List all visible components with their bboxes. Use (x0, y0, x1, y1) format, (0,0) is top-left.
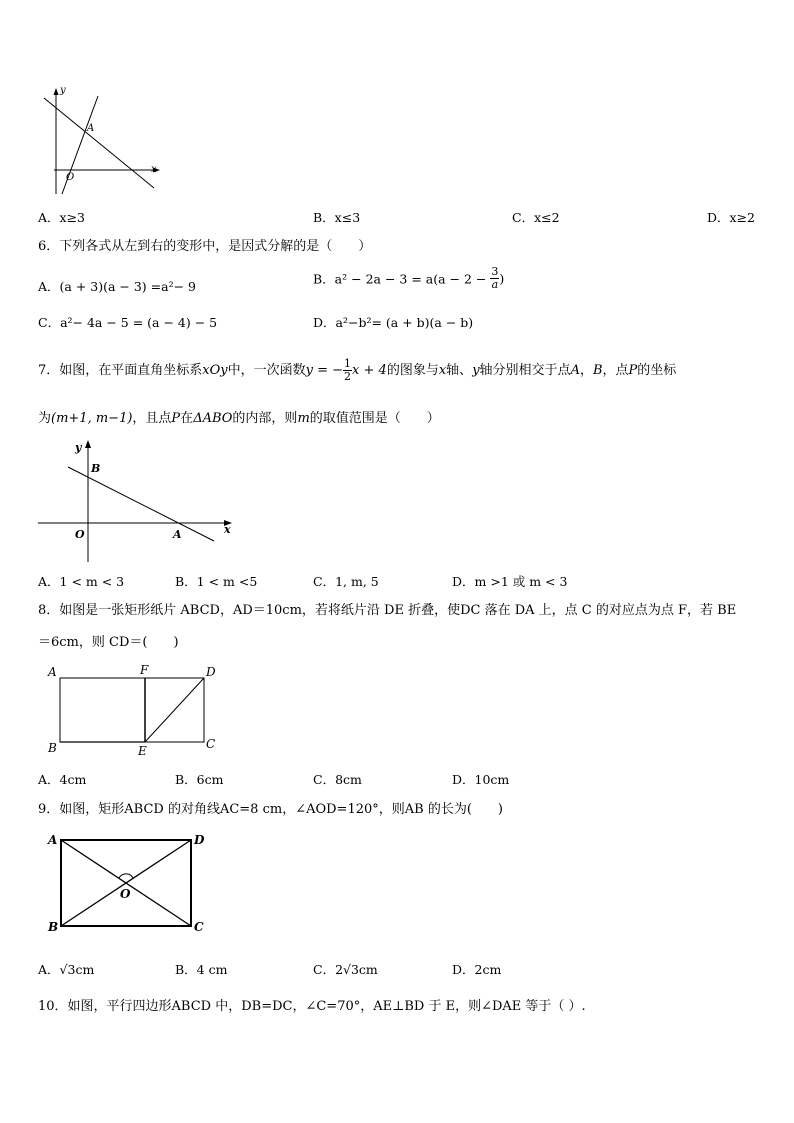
q7-o-label: O (75, 528, 85, 541)
q7-stem-text: 的内部，则 (232, 411, 298, 426)
q7-fraction-den: 2 (344, 370, 352, 383)
q7-stem-text: 为 (38, 411, 52, 426)
q8-d-label: D (206, 665, 216, 679)
q5-a-label: A (87, 123, 95, 134)
q8-c-label: C (206, 737, 216, 751)
q7-graph (38, 438, 238, 566)
q9-option-c[interactable]: C．2√3cm (313, 962, 378, 977)
q10-stem: 10．如图，平行四边形ABCD 中，DB=DC，∠C=70°，AE⊥BD 于 E，则∠DAE 等于（ ）. (38, 999, 586, 1014)
q7-stem-line-2 (38, 410, 440, 428)
q7-option-a[interactable]: A．1 < m < 3 (38, 574, 125, 589)
q8-stem-line-1: 8．如图是一张矩形纸片 ABCD，AD＝10cm，若将纸片沿 DE 折叠，使DC 落在 DA 上，点 C 的对应点为点 F，若 BE (38, 603, 737, 618)
q7-x-label: x (224, 523, 231, 536)
q6-fraction-num: 3 (491, 265, 499, 278)
q7-coord-system: xOy (202, 363, 228, 378)
q7-point-p: P (171, 411, 181, 426)
q7-point-a: A (570, 363, 580, 378)
q7-var-m: m (297, 411, 310, 426)
q6-option-b-fraction (490, 266, 499, 291)
q6-option-a[interactable]: A．(a + 3)(a − 3) =a²− 9 (38, 279, 196, 294)
q6-option-b-close: ) (499, 271, 505, 286)
q6-option-b-text: B．a² − 2a − 3 = a(a − 2 − (313, 271, 487, 287)
q7-point-coords: (m+1, m−1) (51, 411, 133, 426)
q9-figure (44, 830, 214, 936)
q7-fraction-num: 1 (344, 357, 352, 370)
q8-figure (44, 664, 224, 758)
q5-x-label: x (151, 164, 157, 175)
q7-stem-text: ，点 (602, 363, 629, 378)
q9-option-a[interactable]: A．√3cm (38, 962, 95, 977)
q6-option-b[interactable] (313, 266, 504, 291)
q7-stem-text: 7．如图，在平面直角坐标系 (38, 363, 203, 378)
q7-equation-fraction (343, 358, 352, 383)
q7-stem-line-1 (38, 358, 676, 383)
q7-stem-text: 中，一次函数 (227, 363, 306, 378)
q7-equation-tail: x + 4 (352, 363, 387, 378)
q7-y-label: y (75, 441, 82, 454)
q8-option-c[interactable]: C．8cm (313, 772, 362, 787)
q5-o-label: O (66, 172, 75, 183)
q7-option-d[interactable]: D．m >1 或 m < 3 (452, 574, 568, 589)
q9-option-d[interactable]: D．2cm (452, 962, 502, 977)
q9-stem: 9．如图，矩形ABCD 的对角线AC=8 cm，∠AOD=120°，则AB 的长为( ) (38, 802, 503, 817)
q7-stem-text: 的取值范围是（ ） (309, 411, 440, 426)
q7-option-b[interactable]: B．1 < m <5 (175, 574, 258, 589)
q8-b-label: B (48, 741, 57, 755)
q7-equation-lhs: y = − (305, 363, 344, 378)
q5-y-label: y (60, 85, 66, 96)
q8-a-label: A (48, 665, 57, 679)
q6-option-c[interactable]: C．a²− 4a − 5 = (a − 4) − 5 (38, 315, 218, 330)
q7-b-label: B (91, 462, 101, 475)
q9-a-label: A (48, 833, 58, 847)
q8-f-label: F (140, 663, 149, 677)
q5-option-c[interactable]: C．x≤2 (512, 210, 560, 225)
q5-option-b[interactable]: B．x≤3 (313, 210, 361, 225)
q8-option-d[interactable]: D．10cm (452, 772, 510, 787)
q6-stem: 6．下列各式从左到右的变形中，是因式分解的是（ ） (38, 239, 372, 254)
q7-stem-text: 在 (180, 411, 194, 426)
q7-point-p: P (628, 363, 638, 378)
q9-o-label: O (120, 887, 131, 901)
q8-option-a[interactable]: A．4cm (38, 772, 87, 787)
q7-stem-text: 轴分别相交于点 (479, 363, 571, 378)
q7-y-axis-var: y (472, 363, 480, 378)
q9-c-label: C (194, 920, 204, 934)
q5-option-a[interactable]: A．x≥3 (38, 210, 86, 225)
q7-x-axis-var: x (438, 363, 447, 378)
q7-stem-text: 轴、 (446, 363, 473, 378)
q6-option-d[interactable]: D．a²−b²= (a + b)(a − b) (313, 315, 474, 330)
q7-option-c[interactable]: C．1, m, 5 (313, 574, 379, 589)
q8-stem-line-2: ＝6cm，则 CD＝( ) (38, 635, 179, 650)
q7-comma: ， (579, 363, 593, 378)
q7-stem-text: 的坐标 (637, 363, 677, 378)
q9-option-b[interactable]: B．4 cm (175, 962, 228, 977)
q7-point-b: B (592, 363, 603, 378)
q5-option-d[interactable]: D．x≥2 (707, 210, 755, 225)
q7-a-label: A (173, 528, 182, 541)
q6-fraction-den: a (491, 278, 499, 291)
q7-triangle: ΔABO (193, 411, 233, 426)
q9-b-label: B (48, 920, 59, 934)
q5-graph (40, 84, 170, 199)
q9-d-label: D (194, 833, 205, 847)
q7-stem-text: 的图象与 (386, 363, 439, 378)
q8-option-b[interactable]: B．6cm (175, 772, 224, 787)
q8-e-label: E (138, 744, 147, 758)
q7-stem-text: ，且点 (132, 411, 172, 426)
